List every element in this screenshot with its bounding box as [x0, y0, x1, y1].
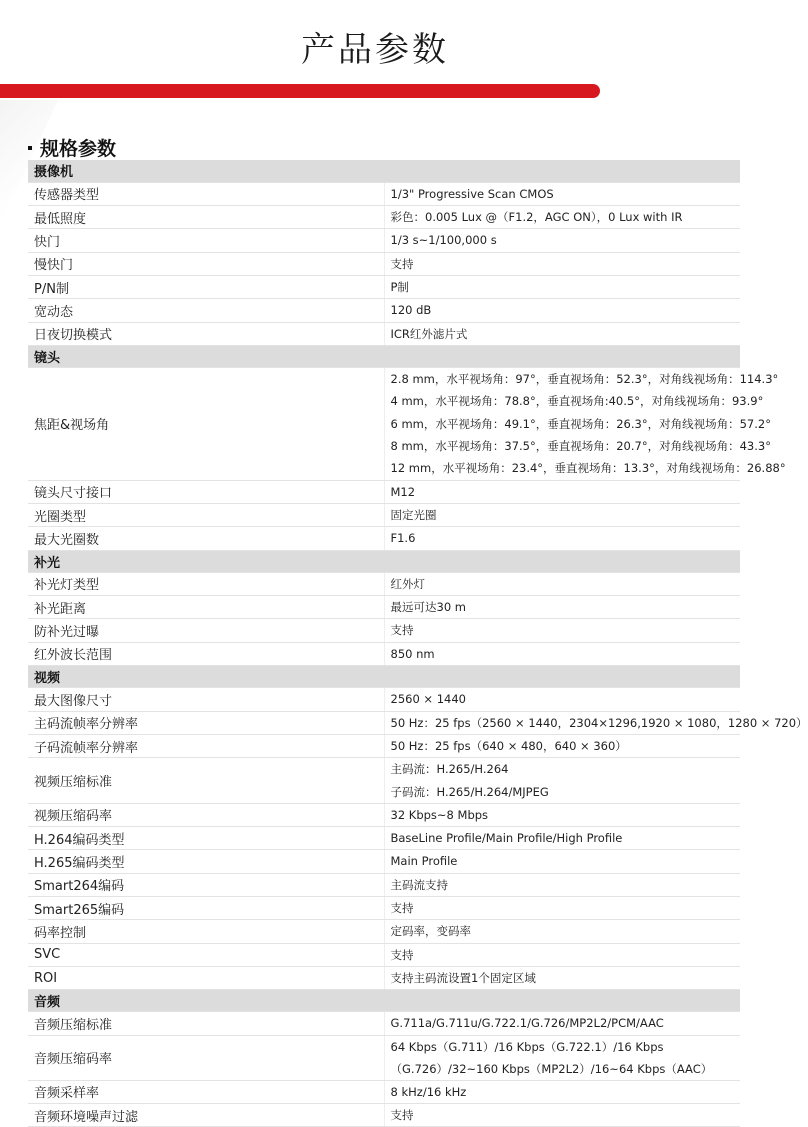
spec-value: [384, 275, 740, 298]
spec-key: 传感器类型: [28, 182, 384, 205]
spec-value-line: 固定光圈: [390, 507, 437, 522]
page-title: 产品参数: [301, 30, 449, 70]
spec-key: 视频压缩标准: [28, 758, 384, 804]
spec-value: [384, 711, 808, 734]
spec-value-line: 最远可达30 m: [390, 600, 466, 615]
spec-row: [28, 897, 740, 920]
group-header: 音频: [28, 990, 740, 1012]
spec-value: [384, 688, 740, 711]
spec-value-line: G.711a/G.711u/G.722.1/G.726/MP2L2/PCM/AAC: [390, 1016, 664, 1031]
spec-value: [384, 803, 740, 826]
bullet-icon: [28, 146, 32, 150]
spec-row: [28, 206, 740, 229]
spec-value: [384, 920, 740, 943]
spec-value-line: 主码流支持: [390, 877, 448, 892]
spec-key: 日夜切换模式: [28, 322, 384, 345]
spec-key: 音频采样率: [28, 1080, 384, 1103]
spec-value-line: 50 Hz：25 fps（2560 × 1440，2304×1296,1920 × 1080，1280 × 720）: [390, 715, 808, 730]
spec-value-line: 支持: [390, 947, 414, 962]
spec-value: [384, 596, 740, 619]
spec-value-line: 彩色：0.005 Lux @（F1.2，AGC ON），0 Lux with IR: [390, 210, 683, 225]
spec-value-line: 支持: [390, 256, 414, 271]
spec-value-line: 2560 × 1440: [390, 692, 466, 707]
spec-key: ROI: [28, 966, 384, 989]
spec-row: [28, 299, 740, 322]
spec-value-line: 4 mm，水平视场角：78.8°，垂直视场角:40.5°，对角线视场角：93.9°: [390, 394, 764, 409]
spec-value: [384, 943, 740, 966]
spec-key: H.264编码类型: [28, 827, 384, 850]
spec-row: [28, 920, 740, 943]
spec-key: SVC: [28, 943, 384, 966]
group-header-row: [28, 990, 740, 1012]
spec-value: [384, 642, 740, 665]
spec-row: [28, 688, 740, 711]
group-header: 补光: [28, 550, 740, 572]
spec-key: 最大光圈数: [28, 527, 384, 550]
spec-value-line: 8 mm，水平视场角：37.5°，垂直视场角：20.7°，对角线视场角：43.3°: [390, 439, 771, 454]
spec-value-line: 红外灯: [390, 576, 425, 591]
spec-value: [384, 299, 740, 322]
spec-row: [28, 619, 740, 642]
spec-value: [384, 206, 740, 229]
spec-key: 最大图像尺寸: [28, 688, 384, 711]
spec-row: [28, 503, 740, 526]
spec-row: [28, 758, 740, 804]
spec-row: [28, 850, 740, 873]
spec-value: [384, 368, 786, 480]
spec-value-line: 支持主码流设置1个固定区域: [390, 970, 536, 985]
spec-value-line: ICR红外滤片式: [390, 326, 468, 341]
spec-key: 音频压缩标准: [28, 1012, 384, 1035]
spec-key: 防补光过曝: [28, 619, 384, 642]
spec-row: [28, 1012, 740, 1035]
spec-key: 红外波长范围: [28, 642, 384, 665]
spec-row: [28, 1104, 740, 1127]
section-title: [28, 134, 116, 161]
spec-value-line: P制: [390, 279, 409, 294]
spec-value-line: 定码率，变码率: [390, 924, 471, 939]
spec-value: [384, 503, 740, 526]
spec-key: 音频压缩码率: [28, 1035, 384, 1080]
spec-value: [384, 1012, 740, 1035]
spec-value: [384, 1080, 740, 1103]
spec-row: [28, 229, 740, 252]
spec-key: 宽动态: [28, 299, 384, 322]
spec-value-line: 支持: [390, 901, 414, 915]
spec-row: [28, 803, 740, 826]
spec-value: [384, 966, 740, 989]
spec-row: [28, 368, 740, 480]
spec-row: [28, 734, 740, 757]
spec-key: Smart265编码: [28, 897, 384, 920]
group-header: 摄像机: [28, 160, 740, 182]
spec-value-line: 支持: [390, 623, 414, 638]
spec-key: 音频环境噪声过滤: [28, 1104, 384, 1127]
group-header: 视频: [28, 666, 740, 688]
spec-value-line: 2.8 mm，水平视场角：97°，垂直视场角：52.3°，对角线视场角：114.3°: [390, 372, 779, 387]
spec-value: [384, 527, 740, 550]
spec-key: 补光距离: [28, 596, 384, 619]
spec-row: [28, 1035, 740, 1080]
spec-value: [384, 850, 740, 873]
spec-value-line: 支持: [390, 1108, 414, 1123]
spec-row: [28, 275, 740, 298]
spec-table: [28, 160, 808, 1127]
spec-value-line: 850 nm: [390, 646, 435, 661]
spec-row: [28, 873, 740, 896]
spec-key: 快门: [28, 229, 384, 252]
spec-key: 最低照度: [28, 206, 384, 229]
spec-row: [28, 642, 740, 665]
spec-value: [384, 572, 740, 595]
spec-key: 主码流帧率分辨率: [28, 711, 384, 734]
spec-value-line: BaseLine Profile/Main Profile/High Profile: [390, 831, 623, 846]
spec-value: [384, 252, 740, 275]
spec-row: [28, 827, 740, 850]
group-header-row: [28, 345, 740, 367]
spec-key: 镜头尺寸接口: [28, 480, 384, 503]
spec-value: [384, 182, 740, 205]
spec-value-line: Main Profile: [390, 854, 458, 869]
spec-value-line: 1/3 s~1/100,000 s: [390, 233, 497, 248]
spec-value-line: 1/3" Progressive Scan CMOS: [390, 186, 554, 201]
spec-row: [28, 572, 740, 595]
spec-value-line: 6 mm，水平视场角：49.1°，垂直视场角：26.3°，对角线视场角：57.2°: [390, 416, 771, 431]
group-header: 镜头: [28, 345, 740, 367]
spec-value-line: 120 dB: [390, 303, 432, 318]
spec-value-line: 12 mm，水平视场角：23.4°，垂直视场角：13.3°，对角线视场角：26.88°: [390, 461, 786, 476]
section-title-text: 规格参数: [40, 138, 117, 160]
spec-value: [384, 1104, 740, 1127]
spec-key: Smart264编码: [28, 873, 384, 896]
spec-key: 子码流帧率分辨率: [28, 734, 384, 757]
spec-row: [28, 943, 740, 966]
spec-value: [384, 897, 740, 920]
spec-value: [384, 480, 740, 503]
spec-row: [28, 480, 740, 503]
group-header-row: [28, 550, 740, 572]
spec-value: [384, 619, 740, 642]
spec-value-line: 32 Kbps~8 Mbps: [390, 807, 489, 822]
spec-value-line: 64 Kbps（G.711）/16 Kbps（G.722.1）/16 Kbps（G.726）/32~160 Kbps（MP2L2）/16~64 Kbps（AAC）: [390, 1039, 713, 1076]
spec-key: 慢快门: [28, 252, 384, 275]
spec-row: [28, 527, 740, 550]
spec-row: [28, 1080, 740, 1103]
spec-row: [28, 322, 740, 345]
spec-value: [384, 873, 740, 896]
spec-value: [384, 1035, 740, 1080]
group-header-row: [28, 160, 740, 182]
spec-value-line: 8 kHz/16 kHz: [390, 1084, 467, 1099]
spec-key: P/N制: [28, 275, 384, 298]
spec-row: [28, 252, 740, 275]
spec-value-line: F1.6: [390, 531, 416, 546]
group-header-row: [28, 666, 740, 688]
spec-value-line: M12: [390, 484, 416, 499]
spec-key: 补光灯类型: [28, 572, 384, 595]
spec-row: [28, 711, 740, 734]
spec-value-line: 子码流：H.265/H.264/MJPEG: [390, 784, 549, 799]
spec-key: 码率控制: [28, 920, 384, 943]
spec-key: 焦距&视场角: [28, 368, 384, 480]
spec-row: [28, 966, 740, 989]
spec-key: 光圈类型: [28, 503, 384, 526]
spec-row: [28, 182, 740, 205]
spec-value: [384, 322, 740, 345]
spec-value: [384, 229, 740, 252]
spec-value: [384, 734, 740, 757]
spec-value: [384, 758, 740, 804]
spec-value-line: 50 Hz：25 fps（640 × 480，640 × 360）: [390, 738, 627, 753]
accent-bar: [0, 84, 600, 98]
spec-value: [384, 827, 740, 850]
spec-row: [28, 596, 740, 619]
spec-key: H.265编码类型: [28, 850, 384, 873]
spec-value-line: 主码流：H.265/H.264: [390, 762, 509, 777]
spec-key: 视频压缩码率: [28, 803, 384, 826]
